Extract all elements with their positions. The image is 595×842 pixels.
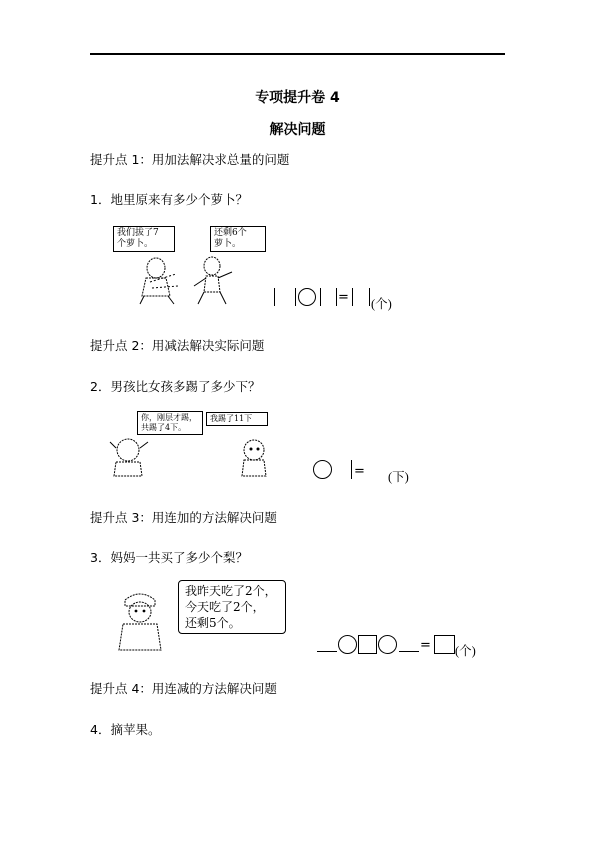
header-rule <box>90 53 505 55</box>
page-subtitle: 解决问题 <box>269 122 326 138</box>
bubble-text-line: 还剩5个。 <box>185 616 241 630</box>
answer-blank-divider <box>351 460 352 479</box>
equals-sign: = <box>354 464 365 479</box>
answer-box[interactable] <box>358 635 377 654</box>
operator-circle[interactable] <box>298 288 316 306</box>
equals-sign: = <box>338 290 349 305</box>
answer-box[interactable] <box>434 635 455 654</box>
answer-blank-line[interactable] <box>399 651 419 652</box>
operator-circle[interactable] <box>338 635 357 654</box>
child-running-image <box>192 256 236 306</box>
unit-label: (下) <box>388 470 409 484</box>
bubble-text-line: 共踢了4下。 <box>141 423 187 432</box>
bubble-text-line: 我踢了11下 <box>210 414 253 423</box>
question-3: 3．妈妈一共买了多少个梨？ <box>90 550 248 565</box>
section-1-heading: 提升点 1：用加法解决求总量的问题 <box>90 152 290 167</box>
section-4-heading: 提升点 4：用连减的方法解决问题 <box>90 681 277 696</box>
answer-blank-divider <box>336 288 337 306</box>
page-title: 专项提升卷 4 <box>255 90 340 106</box>
question-4: 4．摘苹果。 <box>90 722 161 737</box>
mother-image <box>115 590 165 652</box>
answer-blank-divider <box>295 288 296 306</box>
bubble-text-line: 还剩6个 <box>214 228 247 238</box>
section-3-heading: 提升点 3：用连加的方法解决问题 <box>90 510 277 525</box>
answer-blank-divider <box>274 288 275 306</box>
bubble-text-line: 我昨天吃了2个， <box>185 584 277 598</box>
bubble-text-line: 萝卜。 <box>214 239 242 249</box>
bubble-text-line: 个萝卜。 <box>117 239 154 249</box>
speech-bubble-boys <box>113 226 175 252</box>
operator-circle[interactable] <box>313 460 332 479</box>
operator-circle[interactable] <box>378 635 397 654</box>
speech-bubble-girl <box>137 411 203 435</box>
answer-blank-divider <box>320 288 321 306</box>
answer-blank-divider <box>352 288 353 306</box>
speech-bubble-girl <box>210 226 266 252</box>
boy-kicking-shuttlecock-image <box>236 438 274 482</box>
unit-label: (个) <box>455 644 476 658</box>
bubble-text-line: 你，刚层才踢， <box>141 413 197 422</box>
section-2-heading: 提升点 2：用减法解决实际问题 <box>90 338 265 353</box>
question-2: 2．男孩比女孩多踢了多少下？ <box>90 379 261 394</box>
speech-bubble-boy <box>206 412 268 426</box>
unit-label: (个) <box>371 297 392 311</box>
answer-blank-line[interactable] <box>317 651 337 652</box>
bubble-text-line: 今天吃了2个， <box>185 600 265 614</box>
equals-sign: = <box>420 638 431 653</box>
answer-blank-divider <box>369 288 370 306</box>
girl-kicking-shuttlecock-image <box>108 436 152 480</box>
children-pulling-radish-image <box>138 256 184 306</box>
bubble-text-line: 我们拔了7 <box>117 228 159 238</box>
question-1: 1．地里原来有多少个萝卜？ <box>90 192 248 207</box>
speech-bubble-mother <box>178 580 286 634</box>
